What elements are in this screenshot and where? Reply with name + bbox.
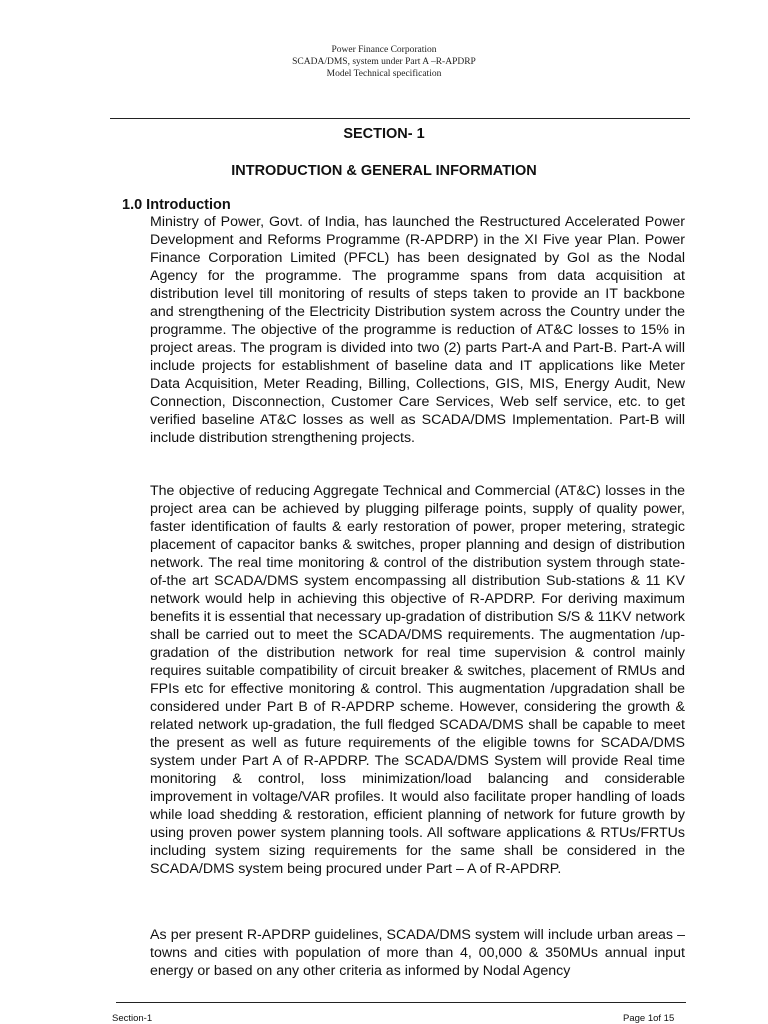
section-title: SECTION- 1: [343, 126, 425, 142]
footer-page-number: Page 1of 15: [623, 1013, 675, 1024]
header-organization: Power Finance Corporation: [331, 45, 437, 55]
header-project: SCADA/DMS, system under Part A –R-APDRP: [292, 57, 476, 67]
footer-section-label: Section-1: [112, 1013, 153, 1024]
intro-heading: 1.0 Introduction: [122, 197, 231, 213]
intro-paragraph-3: As per present R-APDRP guidelines, SCADA/DMS system will include urban areas – towns and cities with population of more than 4, 00,000 & 350MUs annual input energy or based on any other criteria as informed by Nodal Agency: [150, 927, 685, 979]
section-subtitle: INTRODUCTION & GENERAL INFORMATION: [231, 163, 537, 179]
header-doc-type: Model Technical specification: [326, 69, 442, 79]
intro-paragraph-2: The objective of reducing Aggregate Technical and Commercial (AT&C) losses in the project area can be achieved by plugging pilferage points, supply of quality power, faster identification of faults & early restoration of power, proper metering, strategic placement of capacitor banks & switches, proper planning and design of distribution network. The real time monitoring & control of the distribution system through state-of-the art SCADA/DMS system encompassing all distribution Sub-stations & 11 KV network would help in achieving this objective of R-APDRP. For deriving maximum benefits it is essential that necessary up-gradation of distribution S/S & 11KV network shall be carried out to meet the SCADA/DMS requirements. The augmentation /up-gradation of the distribution network for real time supervision & control mainly requires suitable compatibility of circuit breaker & switches, placement of RMUs and FPIs etc for effective monitoring & control. This augmentation /upgradation shall be considered under Part B of R-APDRP scheme. However, considering the growth & related network up-gradation, the full fledged SCADA/DMS shall be capable to meet the present as well as future requirements of the eligible towns for SCADA/DMS system under Part A of R-APDRP. The SCADA/DMS System will provide Real time monitoring & control, loss minimization/load balancing and considerable improvement in voltage/VAR profiles. It would also facilitate proper handling of loads while load shedding & restoration, efficient planning of network for future growth by using proven power system planning tools. All software applications & RTUs/FRTUs including system sizing requirements for the same shall be considered in the SCADA/DMS system being procured under Part – A of R-APDRP.: [150, 483, 685, 877]
intro-paragraph-1: Ministry of Power, Govt. of India, has launched the Restructured Accelerated Power Development and Reforms Programme (R-APDRP) in the XI Five year Plan. Power Finance Corporation Limited (PFCL) has been designated by GoI as the Nodal Agency for the programme. The programme spans from data acquisition at distribution level till monitoring of results of steps taken to provide an IT backbone and strengthening of the Electricity Distribution system across the Country under the programme. The objective of the programme is reduction of AT&C losses to 15% in project areas. The program is divided into two (2) parts Part-A and Part-B. Part-A will include projects for establishment of baseline data and IT applications like Meter Data Acquisition, Meter Reading, Billing, Collections, GIS, MIS, Energy Audit, New Connection, Disconnection, Customer Care Services, Web self service, etc. to get verified baseline AT&C losses as well as SCADA/DMS Implementation. Part-B will include distribution strengthening projects.: [150, 214, 685, 446]
header-divider: [110, 118, 690, 119]
document-header: [0, 44, 768, 80]
footer-divider: [116, 1002, 686, 1003]
